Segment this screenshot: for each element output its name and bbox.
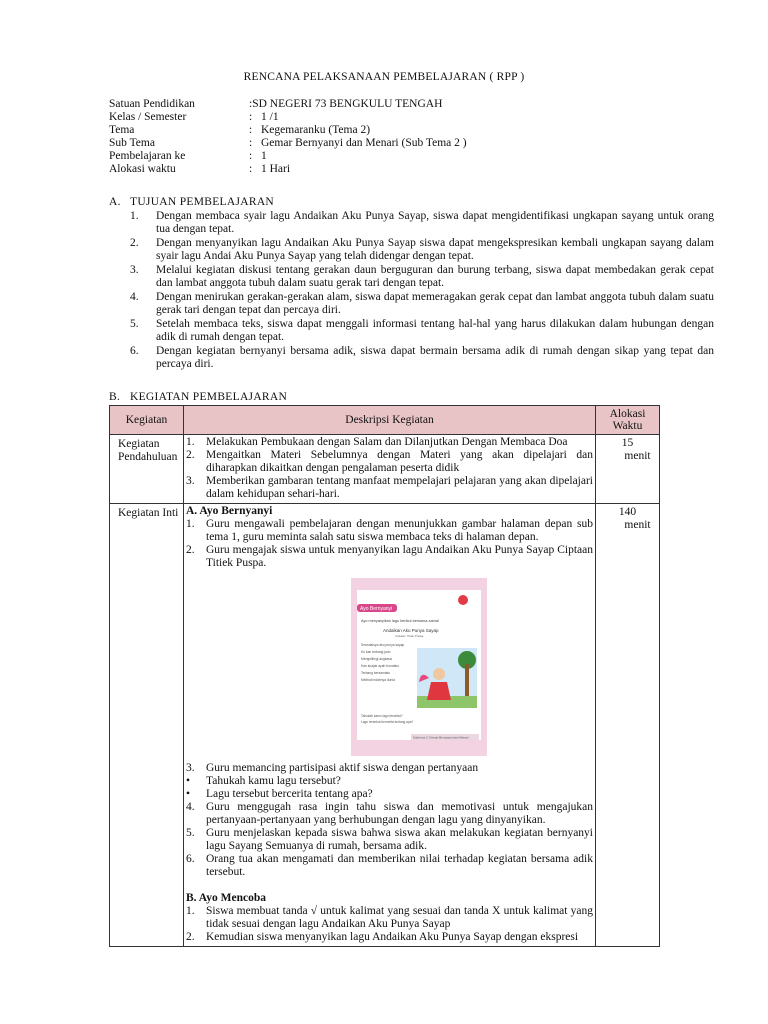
item-marker: 3. [186, 475, 195, 487]
book-song-line: Seandainya aku punya sayap [361, 643, 405, 647]
row-time-cell [596, 435, 660, 504]
identity-row [109, 98, 467, 111]
book-song-line: Melihat indahnya dunia [361, 678, 395, 682]
table-row-inti [110, 504, 660, 947]
item-number: 1. [130, 210, 139, 222]
list-item [130, 318, 714, 344]
item-text: Siswa membuat tanda √ untuk kalimat yang sesuai dan tanda X untuk kalimat yang tidak sesuai dengan lagu Andaikan Aku Punya Sayap [206, 905, 593, 930]
identity-key: Pembelajaran ke [109, 150, 186, 162]
identity-value: Kegemaranku (Tema 2) [261, 124, 371, 136]
row-description-cell [184, 504, 596, 947]
item-text: Orang tua akan mengamati dan memberikan nilai terhadap kegiatan bersama adik tersebut. [206, 853, 593, 878]
kegiatan-table [109, 405, 660, 947]
list-item [130, 345, 714, 371]
item-text: Dengan kegiatan bernyanyi bersama adik, siswa dapat bermain bersama adik di rumah dengan sikap yang tepat dan percaya diri. [156, 345, 714, 370]
identity-value: : [249, 98, 253, 110]
row-label: Kegiatan Pendahuluan [118, 438, 178, 463]
item-number: 6. [130, 345, 139, 357]
item-text: Tahukah kamu lagu tersebut? [206, 775, 341, 787]
item-text: Lagu tersebut bercerita tentang apa? [206, 788, 373, 800]
list-item [186, 931, 593, 944]
item-text: Guru mengajak siswa untuk menyanyikan lagu Andaikan Aku Punya Sayap Ciptaan Titiek Puspa. [206, 544, 593, 569]
section-title: TUJUAN PEMBELAJARAN [130, 196, 275, 208]
section-a-heading [109, 196, 274, 209]
identity-colon: : [249, 150, 253, 162]
list-item [186, 827, 593, 853]
identity-row [109, 124, 467, 137]
section-letter: B. [109, 391, 121, 403]
textbook-page-illustration [351, 578, 487, 756]
identity-colon: : [249, 124, 253, 136]
tujuan-list [130, 210, 714, 372]
book-song-line: Kan kuajak ayah bundaku [361, 664, 399, 668]
header-deskripsi: Deskripsi Kegiatan [184, 406, 596, 435]
list-item [186, 475, 593, 501]
identity-key: Kelas / Semester [109, 111, 187, 123]
item-text: Dengan menirukan gerakan-gerakan alam, siswa dapat memeragakan gerak cepat dan lambat anggota tubuh dalam suatu gerak tari dengan tepat dan percaya diri. [156, 291, 714, 316]
item-marker: • [186, 775, 191, 787]
header-kegiatan: Kegiatan [110, 406, 184, 435]
list-item [130, 291, 714, 317]
section-b-heading [109, 391, 287, 404]
book-tag: Ayo Bernyanyi [360, 606, 393, 612]
item-text: Guru menggugah rasa ingin tahu siswa dan memotivasi untuk mengajukan pertanyaan-pertanyaan yang berhubungan dengan lagu yang dinyanyikan. [206, 801, 593, 826]
identity-key: Satuan Pendidikan [109, 98, 195, 110]
table-row-pendahuluan [110, 435, 660, 504]
item-text: Guru mengawali pembelajaran dengan menunjukkan gambar halaman depan sub tema 1, guru meminta salah satu siswa membaca teks di halaman depan. [206, 518, 593, 543]
list-item [186, 449, 593, 475]
description-block [184, 435, 595, 503]
page-title: RENCANA PELAKSANAAN PEMBELAJARAN ( RPP ) [243, 71, 525, 83]
list-item [130, 237, 714, 263]
item-marker: 1. [186, 905, 195, 917]
identity-block [109, 98, 467, 176]
book-song-title: Andaikan Aku Punya Sayap [383, 628, 439, 633]
header-alokasi: Alokasi Waktu [596, 406, 660, 435]
identity-value: 1 [261, 150, 267, 162]
item-text: Dengan membaca syair lagu Andaikan Aku Punya Sayap, siswa dapat mengidentifikasi ungkapan sayang untuk orang tua dengan tepat. [156, 210, 714, 235]
item-text: Mengaitkan Materi Sebelumnya dengan Materi yang akan dipelajari dan diharapkan dikaitkan dengan pengalaman peserta didik [206, 449, 593, 474]
list-item [186, 762, 593, 775]
list-item [186, 788, 593, 801]
identity-value: 1 /1 [261, 111, 279, 123]
row-label-cell [110, 435, 184, 504]
item-marker: 6. [186, 853, 195, 865]
identity-value: Gemar Bernyanyi dan Menari (Sub Tema 2 ) [261, 137, 467, 149]
book-footer: Subtema 2: Gemar Bernyanyi dan Menari [413, 735, 469, 740]
item-marker: 1. [186, 436, 195, 448]
row-description-cell [184, 435, 596, 504]
item-marker: 5. [186, 827, 195, 839]
row-time-cell [596, 504, 660, 947]
item-marker: 3. [186, 762, 195, 774]
item-marker: 2. [186, 449, 195, 461]
identity-value: SD NEGERI 73 BENGKULU TENGAH [252, 98, 443, 110]
book-prompt: Ayo menyanyikan lagu berikut bersama-sama! [361, 619, 440, 623]
list-item [186, 544, 593, 570]
list-item [186, 853, 593, 879]
item-text: Setelah membaca teks, siswa dapat menggali informasi tentang hal-hal yang harus dilakukan dalam hubungan dengan adik di rumah dengan tepat. [156, 318, 714, 343]
list-item [186, 905, 593, 931]
time-value: 15 [621, 437, 634, 449]
identity-key: Alokasi waktu [109, 163, 176, 175]
book-question: Tahukah kamu lagu tersebut? [361, 714, 403, 718]
item-number: 5. [130, 318, 139, 330]
identity-key: Tema [109, 124, 135, 136]
time-value: 140 [618, 506, 637, 518]
subsection-title: B. Ayo Mencoba [186, 892, 266, 904]
item-text: Memberikan gambaran tentang manfaat mempelajari pelajaran yang akan dipelajari dalam kehidupan sehari-hari. [206, 475, 593, 500]
item-text: Guru memancing partisipasi aktif siswa dengan pertanyaan [206, 762, 479, 774]
item-number: 3. [130, 264, 139, 276]
list-item [186, 775, 593, 788]
item-marker: 2. [186, 544, 195, 556]
list-item [130, 264, 714, 290]
row-label-cell [110, 504, 184, 947]
subsection-title: A. Ayo Bernyanyi [186, 505, 273, 517]
book-song-line: Mengelilingi angkasa [361, 657, 392, 661]
item-marker: 4. [186, 801, 195, 813]
book-question: Lagu tersebut bercerita tentang apa? [361, 720, 414, 724]
row-label: Kegiatan Inti [118, 507, 179, 519]
identity-colon: : [249, 163, 253, 175]
section-title: KEGIATAN PEMBELAJARAN [130, 391, 288, 403]
item-text: Melakukan Pembukaan dengan Salam dan Dilanjutkan Dengan Membaca Doa [206, 436, 568, 448]
list-item [186, 801, 593, 827]
list-item [130, 210, 714, 236]
list-item [186, 436, 593, 449]
item-text: Melalui kegiatan diskusi tentang gerakan daun berguguran dan burung terbang, siswa dapat membedakan gerak cepat dan lambat anggota tubuh dalam suatu gerak tari dengan tepat. [156, 264, 714, 289]
identity-row [109, 137, 467, 150]
list-item [186, 518, 593, 544]
book-song-line: Terbang bersamaku [361, 671, 391, 675]
item-text: Guru menjelaskan kepada siswa bahwa siswa akan melakukan kegiatan bernyanyi lagu Sayang Semuanya di rumah, bersama adik. [206, 827, 593, 852]
identity-row [109, 111, 467, 124]
identity-key: Sub Tema [109, 137, 155, 149]
book-song-line: Ku kan terbang jauh [361, 650, 391, 654]
identity-colon: : [249, 111, 253, 123]
item-number: 4. [130, 291, 139, 303]
description-block [184, 504, 595, 946]
time-unit: menit [624, 450, 651, 462]
identity-row [109, 150, 467, 163]
section-letter: A. [109, 196, 121, 208]
book-composer: Ciptaan: Titiek Puspa [395, 634, 424, 638]
identity-value: 1 Hari [261, 163, 291, 175]
item-marker: • [186, 788, 191, 800]
item-marker: 2. [186, 931, 195, 943]
identity-colon: : [249, 137, 253, 149]
time-unit: menit [624, 519, 651, 531]
item-number: 2. [130, 237, 139, 249]
identity-row [109, 163, 467, 176]
item-marker: 1. [186, 518, 195, 530]
textbook-page-image [351, 578, 487, 756]
table-header-row [110, 406, 660, 435]
item-text: Dengan menyanyikan lagu Andaikan Aku Punya Sayap siswa dapat mengekspresikan kembali ungkapan sayang dalam syair lagu Andai Aku Punya Sayap yang telah didengar dengan tepat. [156, 237, 714, 262]
item-text: Kemudian siswa menyanyikan lagu Andaikan Aku Punya Sayap dengan ekspresi [206, 931, 579, 943]
